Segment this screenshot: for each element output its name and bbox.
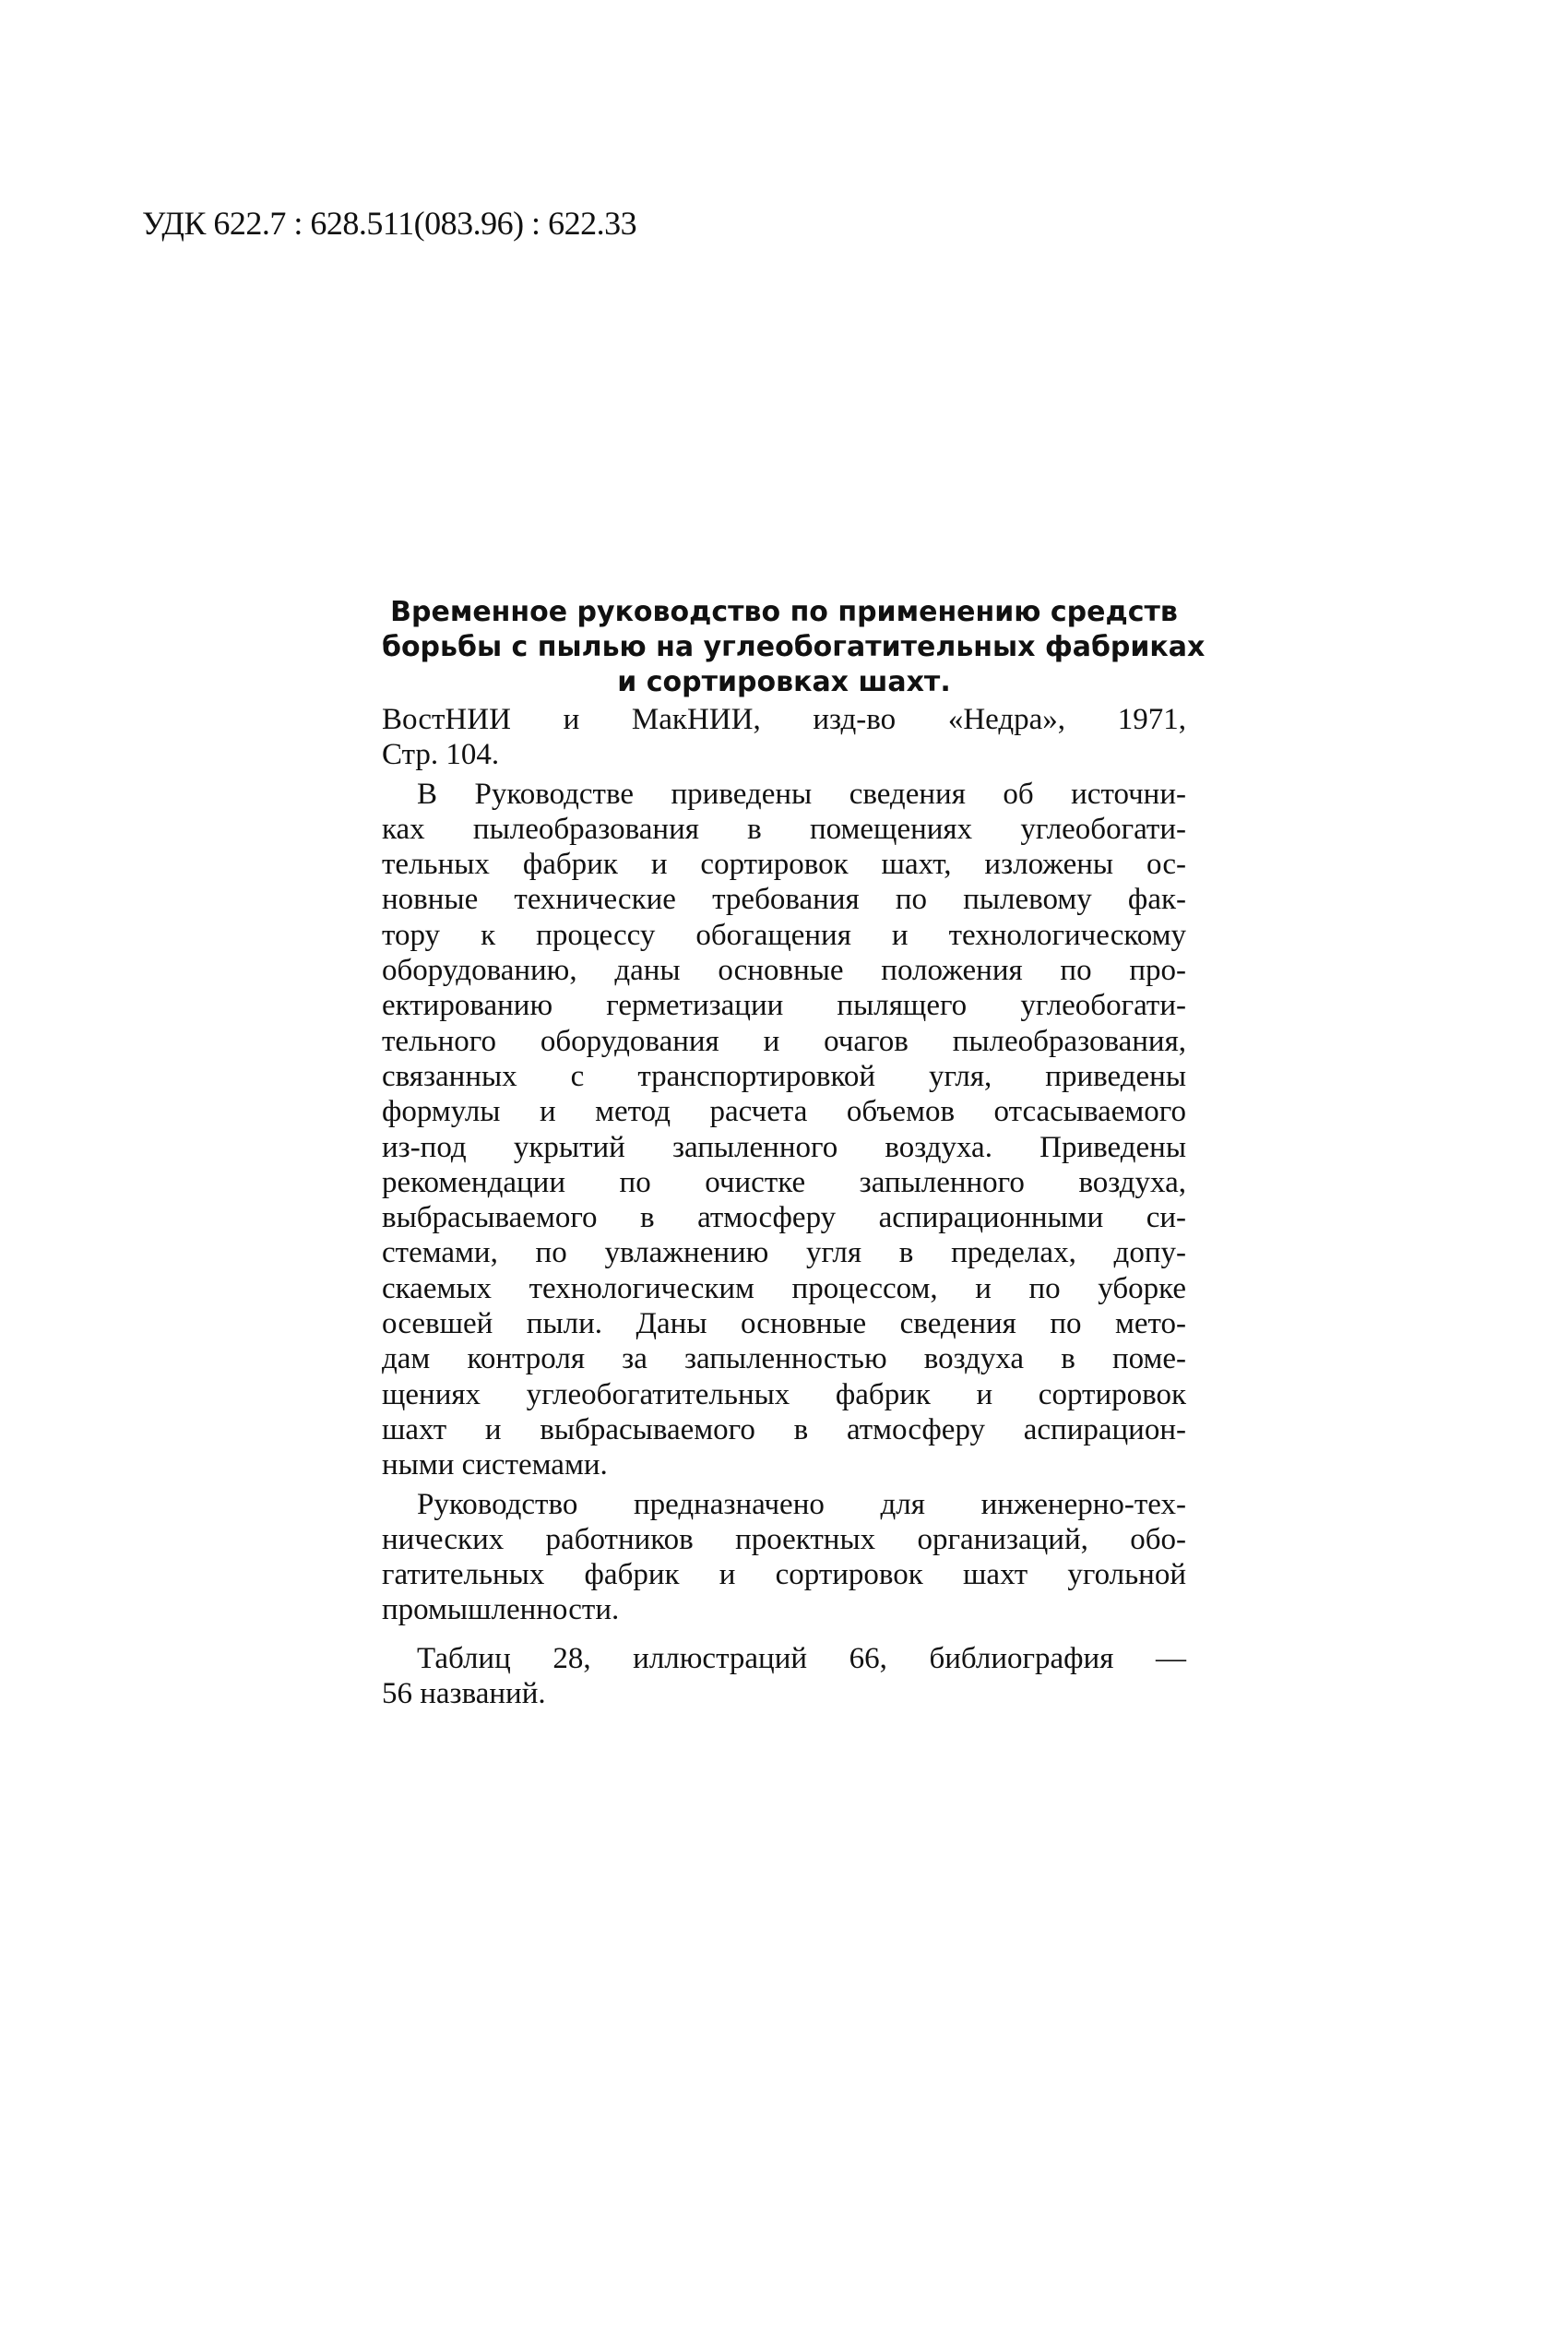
- publisher-line: ВостНИИ и МакНИИ, изд-во «Недра», 1971,: [382, 703, 1186, 736]
- document-title: [382, 595, 1206, 700]
- publication-info: [382, 702, 1186, 773]
- text-line: промышленности.: [382, 1593, 620, 1627]
- text-line: щениях углеобогатительных фабрик и сортировок: [382, 1377, 1186, 1411]
- text-line: гатительных фабрик и сортировок шахт угольной: [382, 1558, 1186, 1592]
- text-line: Руководство предназначено для инженерно-тех-: [417, 1487, 1186, 1521]
- text-line: осевшей пыли. Даны основные сведения по мето-: [382, 1307, 1186, 1341]
- text-line: тору к процессу обогащения и технологическому: [382, 918, 1186, 952]
- abstract-block: [382, 595, 1206, 1711]
- text-line: ными системами.: [382, 1448, 608, 1482]
- udk-code: УДК 622.7 : 628.511(083.96) : 622.33: [142, 205, 637, 242]
- audience-paragraph: [382, 1487, 1186, 1628]
- text-line: нических работников проектных организаций, обо-: [382, 1522, 1186, 1556]
- text-line: ектированию герметизации пылящего углеобогати-: [382, 989, 1186, 1023]
- text-line: тельных фабрик и сортировок шахт, изложены ос-: [382, 848, 1186, 882]
- title-line: борьбы с пылью на углеобогатительных фабриках: [382, 631, 1206, 663]
- text-line: 56 названий.: [382, 1677, 546, 1711]
- text-line: стемами, по увлажнению угля в пределах, допу-: [382, 1236, 1186, 1270]
- text-line: оборудованию, даны основные положения по про-: [382, 954, 1186, 988]
- text-line: Таблиц 28, иллюстраций 66, библиография —: [417, 1641, 1186, 1675]
- text-line: новные технические требования по пылевому фак-: [382, 883, 1186, 917]
- text-line: скаемых технологическим процессом, и по уборке: [382, 1271, 1186, 1305]
- text-line: В Руководстве приведены сведения об источни-: [417, 777, 1186, 811]
- text-line: тельного оборудования и очагов пылеобразования,: [382, 1024, 1186, 1058]
- text-line: формулы и метод расчета объемов отсасываемого: [382, 1095, 1186, 1129]
- text-line: из-под укрытий запыленного воздуха. Приведены: [382, 1130, 1186, 1164]
- title-line: Временное руководство по применению средств: [390, 596, 1178, 628]
- title-line: и сортировках шахт.: [617, 666, 951, 698]
- statistics-paragraph: [382, 1641, 1186, 1712]
- text-line: связанных с транспортировкой угля, приведены: [382, 1059, 1186, 1093]
- text-line: ках пылеобразования в помещениях углеобогати-: [382, 812, 1186, 846]
- pages-line: Стр. 104.: [382, 738, 500, 772]
- text-line: дам контроля за запыленностью воздуха в поме-: [382, 1342, 1186, 1376]
- summary-paragraph: [382, 777, 1186, 1483]
- text-line: выбрасываемого в атмосферу аспирационными си-: [382, 1201, 1186, 1235]
- text-line: рекомендации по очистке запыленного воздуха,: [382, 1165, 1186, 1199]
- text-line: шахт и выбрасываемого в атмосферу аспирацион-: [382, 1412, 1186, 1446]
